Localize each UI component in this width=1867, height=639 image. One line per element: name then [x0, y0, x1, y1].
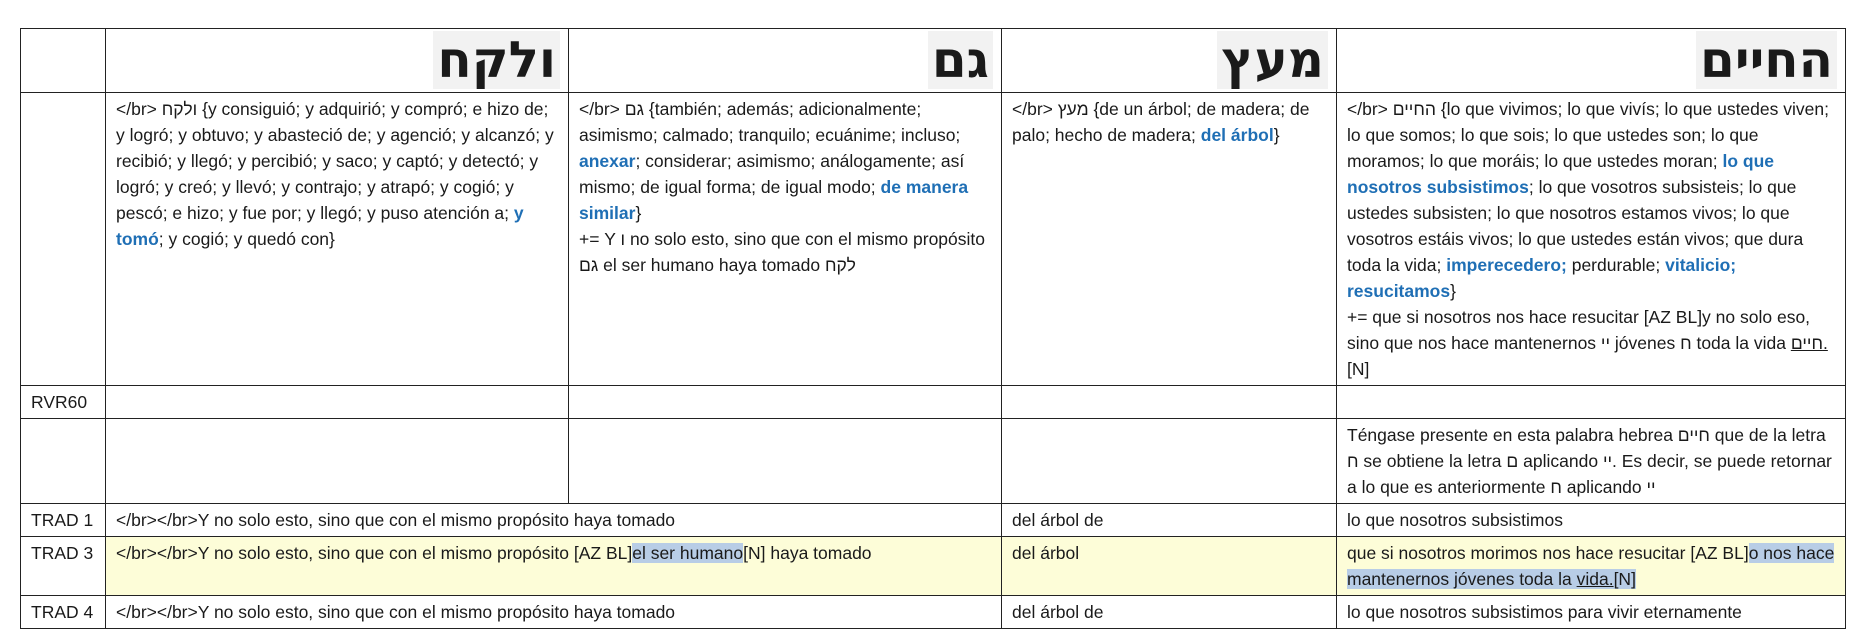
selected-meaning: y tomó: [116, 203, 524, 249]
header-cell: [569, 29, 1002, 93]
translation-text: [N] haya tomado: [743, 543, 872, 563]
cell: [106, 386, 569, 419]
header-word: מעץ: [1217, 31, 1328, 89]
translation-cell: </br></br>Y no solo esto, sino que con el mismo propósito haya tomado: [106, 596, 1002, 629]
translation-cell: del árbol: [1002, 537, 1337, 596]
row-label: [21, 419, 106, 504]
cell: [569, 386, 1002, 419]
highlighted-text: [N]: [1613, 569, 1636, 589]
row-label: TRAD 4: [21, 596, 106, 629]
translation-text: </br></br>Y no solo esto, sino que con el mismo propósito [AZ BL]: [116, 543, 633, 563]
selected-meaning: vitalicio; resucitamos: [1347, 255, 1737, 301]
translation-cell: lo que nosotros subsistimos para vivir eternamente: [1337, 596, 1846, 629]
underlined-word: vida.: [1576, 569, 1614, 589]
trad4-row: [21, 596, 1846, 629]
cell: [1002, 419, 1337, 504]
header-word: גם: [928, 31, 993, 89]
header-cell: [106, 29, 569, 93]
selected-meaning: anexar: [579, 151, 636, 171]
header-row: [21, 29, 1846, 93]
definition-text: </br> מעץ {de un árbol; de madera; de palo; hecho de madera;: [1012, 99, 1310, 145]
trad1-row: [21, 504, 1846, 537]
translation-cell: </br></br>Y no solo esto, sino que con el mismo propósito haya tomado: [106, 504, 1002, 537]
trad3-row: [21, 537, 1846, 596]
composition-line-end: [N]: [1347, 359, 1370, 379]
selected-meaning: de manera similar: [579, 177, 969, 223]
definition-cell: [1002, 93, 1337, 386]
composition-line: += Y ו no solo esto, sino que con el mismo propósito גם el ser humano haya tomado לקח: [579, 229, 985, 275]
corner-cell: [21, 29, 106, 93]
definition-text: }: [1273, 125, 1280, 145]
highlighted-text: o nos hace mantenernos jóvenes toda la: [1347, 543, 1835, 589]
header-cell: [1337, 29, 1846, 93]
underlined-word: חיים.: [1790, 333, 1828, 353]
cell: [1337, 386, 1846, 419]
translation-cell: [106, 537, 1002, 596]
cell: [106, 419, 569, 504]
selected-meaning: lo que nosotros subsistimos: [1347, 151, 1774, 197]
definition-text: </br> גם {también; además; adicionalmente; asimismo; calmado; tranquilo; ecuánime; incluso;: [579, 99, 961, 145]
definition-text: ; considerar; asimismo; análogamente; así mismo; de igual forma; de igual modo;: [579, 151, 965, 197]
translation-cell: [1337, 537, 1846, 596]
translation-cell: del árbol de: [1002, 504, 1337, 537]
translation-text: que si nosotros morimos nos hace resucitar [AZ BL]: [1347, 543, 1749, 563]
definition-cell: [569, 93, 1002, 386]
selected-meaning: imperecedero;: [1446, 255, 1567, 275]
definition-cell: [1337, 93, 1846, 386]
selected-meaning: del árbol: [1200, 125, 1274, 145]
definition-text: </br> החיים {lo que vivimos; lo que vivís; lo que ustedes viven; lo que somos; lo que sois; lo que ustedes son; lo que moramos; lo que moráis; lo que ustedes moran;: [1347, 99, 1829, 171]
definition-text: ; y cogió; y quedó con}: [158, 229, 335, 249]
translation-cell: del árbol de: [1002, 596, 1337, 629]
highlighted-text: el ser humano: [632, 543, 744, 563]
translation-table: [20, 28, 1846, 629]
row-label: RVR60: [21, 386, 106, 419]
definition-cell: [106, 93, 569, 386]
note-row: [21, 419, 1846, 504]
translation-cell: lo que nosotros subsistimos: [1337, 504, 1846, 537]
definition-text: ; lo que vosotros subsisteis; lo que ustedes subsisten; lo que nosotros estamos vivos; lo que vosotros estáis vivos; lo que ustedes están vivos; que dura toda la vida;: [1347, 177, 1804, 275]
cell: [569, 419, 1002, 504]
header-word: ולקח: [433, 31, 560, 89]
row-label: TRAD 3: [21, 537, 106, 596]
header-cell: [1002, 29, 1337, 93]
definition-text: }: [1450, 281, 1456, 301]
row-label: [21, 93, 106, 386]
definition-text: }: [635, 203, 642, 223]
row-label: TRAD 1: [21, 504, 106, 537]
rvr60-row: [21, 386, 1846, 419]
note-cell: Téngase presente en esta palabra hebrea חיים que de la letra ח se obtiene la letra ם aplicando יי. Es decir, se puede retornar a lo que es anteriormente ח aplicando יי: [1337, 419, 1846, 504]
header-word: החיים: [1696, 31, 1837, 89]
cell: [1002, 386, 1337, 419]
definitions-row: [21, 93, 1846, 386]
definition-text: perdurable;: [1566, 255, 1666, 275]
definition-text: </br> ולקח {y consiguió; y adquirió; y compró; e hizo de; y logró; y obtuvo; y abasteció de; y agenció; y alcanzó; y recibió; y llegó; y percibió; y saco; y captó; y detectó; y logró; y creó; y llevó; y contrajo; y atrapó; y cogió; y pescó; e hizo; y fue por; y llegó; y puso atención a;: [116, 99, 554, 223]
composition-line: += que si nosotros nos hace resucitar [AZ BL]y no solo eso, sino que nos hace mantenernos יי jóvenes ח toda la vida: [1347, 307, 1811, 353]
